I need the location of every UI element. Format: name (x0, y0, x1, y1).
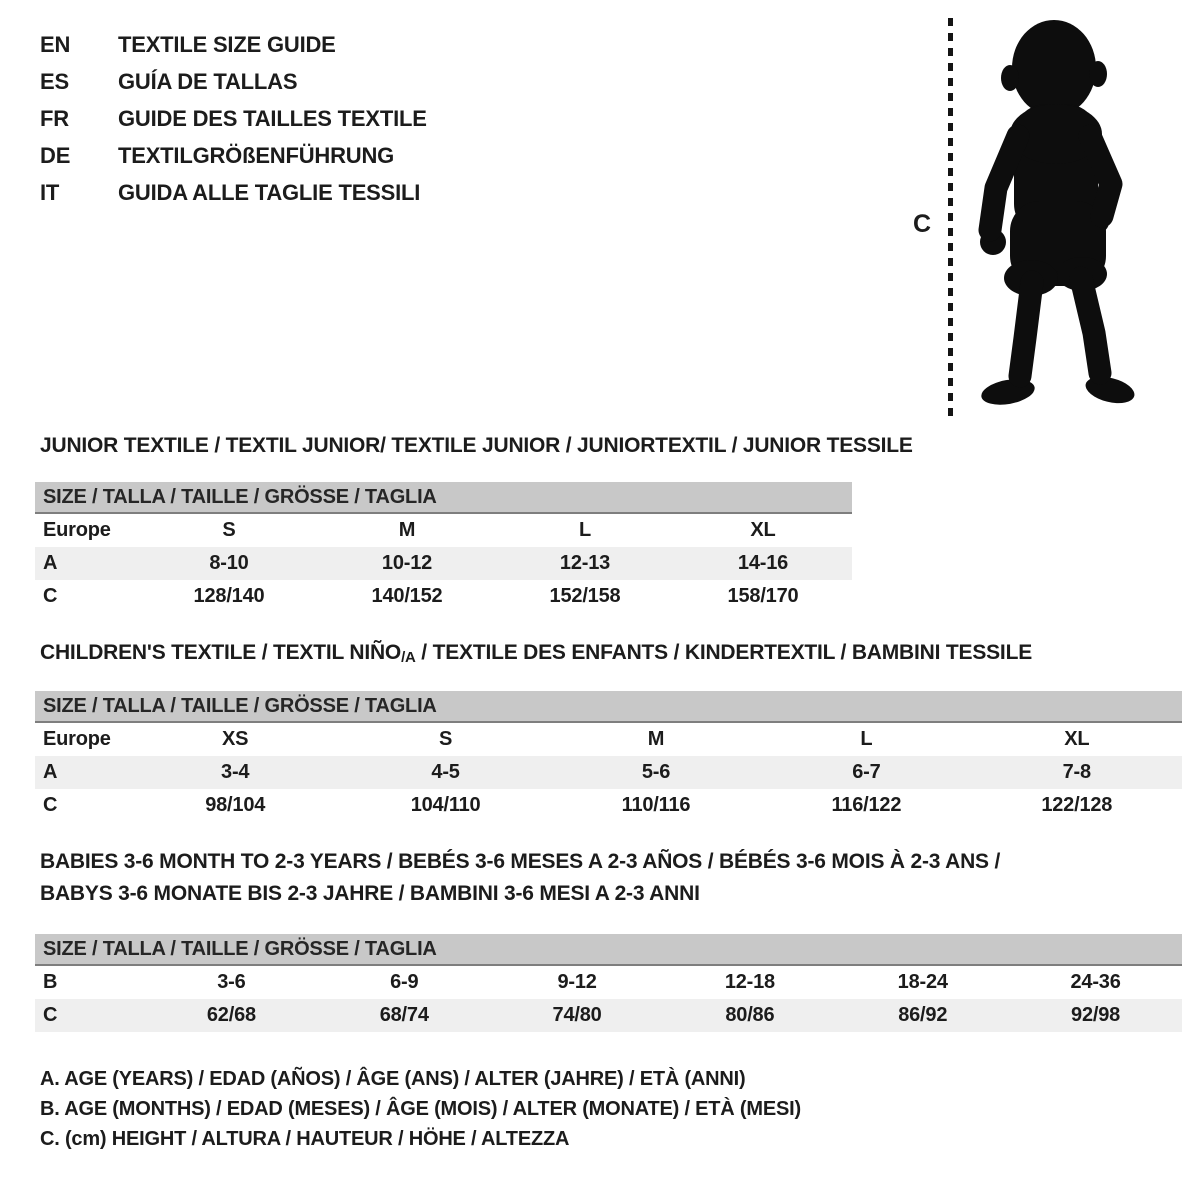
children-title-post: / TEXTILE DES ENFANTS / KINDERTEXTIL / BAMBINI TESSILE (415, 641, 1033, 664)
table-cell: 104/110 (410, 794, 481, 816)
table-row (35, 789, 1182, 822)
lang-title: GUIDE DES TAILLES TEXTILE (118, 105, 427, 131)
table-row (35, 547, 852, 580)
lang-row-de (40, 137, 427, 174)
table-cell: 18-24 (897, 971, 948, 993)
table-cell: 122/128 (1041, 794, 1113, 816)
junior-textile-section (35, 434, 913, 613)
row-label: Europe (43, 519, 111, 541)
table-cell: 24-36 (1070, 971, 1121, 993)
table-cell: M (647, 728, 665, 750)
lang-row-en (40, 26, 427, 63)
table-cell: 7-8 (1062, 761, 1091, 783)
language-title-list (40, 26, 427, 211)
table-cell: XL (750, 519, 776, 541)
table-cell: L (860, 728, 873, 750)
table-cell: 3-4 (221, 761, 250, 783)
table-row (35, 999, 1182, 1032)
height-measure-label: C (913, 210, 931, 238)
toddler-silhouette-icon (968, 16, 1144, 418)
junior-size-bar: SIZE / TALLA / TAILLE / GRÖSSE / TAGLIA (35, 482, 852, 514)
height-measure-figure (880, 12, 1190, 426)
babies-title-line2: BABYS 3-6 MONATE BIS 2-3 JAHRE / BAMBINI 3-6 MESI A 2-3 ANNI (40, 882, 700, 905)
lang-title: GUÍA DE TALLAS (118, 68, 298, 94)
children-size-table (35, 723, 1182, 822)
table-cell: L (578, 519, 592, 541)
lang-title: GUIDA ALLE TAGLIE TESSILI (118, 179, 421, 205)
lang-code: IT (40, 179, 60, 205)
table-cell: 5-6 (641, 761, 671, 783)
table-cell: S (439, 728, 453, 750)
children-title-sub: /A (401, 649, 416, 666)
lang-title: TEXTILGRÖßENFÜHRUNG (118, 142, 395, 168)
babies-title-line1: BABIES 3-6 MONTH TO 2-3 YEARS / BEBÉS 3-6 MESES A 2-3 AÑOS / BÉBÉS 3-6 MOIS À 2-3 ANS / (40, 850, 1001, 873)
table-row (35, 756, 1182, 789)
table-cell: 116/122 (831, 794, 902, 816)
row-label: C (43, 1004, 58, 1026)
table-row (35, 580, 852, 613)
table-cell: 9-12 (557, 971, 597, 993)
children-textile-section (35, 641, 1182, 822)
table-cell: 158/170 (727, 585, 799, 607)
footnote-c: C. (cm) HEIGHT / ALTURA / HAUTEUR / HÖHE / ALTEZZA (40, 1128, 570, 1150)
table-cell: 86/92 (898, 1004, 948, 1026)
lang-row-es (40, 63, 427, 100)
table-cell: 14-16 (737, 552, 789, 574)
table-cell: 140/152 (371, 585, 443, 607)
table-cell: 3-6 (217, 971, 246, 993)
row-label: B (43, 971, 58, 993)
lang-code: ES (40, 68, 69, 94)
children-title-pre: CHILDREN'S TEXTILE / TEXTIL NIÑO (40, 641, 402, 664)
lang-row-it (40, 174, 427, 211)
footnote-a: A. AGE (YEARS) / EDAD (AÑOS) / ÂGE (ANS) / ALTER (JAHRE) / ETÀ (ANNI) (40, 1068, 746, 1090)
table-cell: 6-9 (390, 971, 419, 993)
table-cell: 92/98 (1071, 1004, 1121, 1026)
table-row (35, 723, 1182, 756)
table-cell: 12-13 (559, 552, 611, 574)
row-label: Europe (43, 728, 111, 750)
table-cell: 128/140 (193, 585, 265, 607)
table-cell: 80/86 (725, 1004, 775, 1026)
table-cell: XL (1064, 728, 1090, 750)
footnote-b: B. AGE (MONTHS) / EDAD (MESES) / ÂGE (MOIS) / ALTER (MONATE) / ETÀ (MESI) (40, 1098, 801, 1120)
table-cell: S (222, 519, 236, 541)
table-row (35, 966, 1182, 999)
table-cell: 8-10 (209, 552, 249, 574)
lang-code: EN (40, 31, 71, 57)
footnotes (40, 1064, 801, 1154)
junior-size-table (35, 514, 852, 613)
babies-size-table (35, 966, 1182, 1032)
row-label: A (43, 552, 58, 574)
table-cell: 152/158 (549, 585, 621, 607)
table-cell: 74/80 (552, 1004, 602, 1026)
children-size-bar: SIZE / TALLA / TAILLE / GRÖSSE / TAGLIA (35, 691, 1182, 723)
row-label: A (43, 761, 58, 783)
table-cell: M (398, 519, 416, 541)
table-cell: 68/74 (379, 1004, 429, 1026)
table-cell: 10-12 (381, 552, 433, 574)
table-cell: 62/68 (206, 1004, 256, 1026)
table-row (35, 514, 852, 547)
children-section-title (40, 641, 1182, 667)
lang-title: TEXTILE SIZE GUIDE (118, 31, 336, 57)
junior-section-title: JUNIOR TEXTILE / TEXTIL JUNIOR/ TEXTILE JUNIOR / JUNIORTEXTIL / JUNIOR TESSILE (40, 434, 913, 457)
babies-textile-section (35, 846, 1182, 1032)
babies-size-bar: SIZE / TALLA / TAILLE / GRÖSSE / TAGLIA (35, 934, 1182, 966)
row-label: C (43, 585, 58, 607)
table-cell: 98/104 (205, 794, 266, 816)
table-cell: 6-7 (852, 761, 881, 783)
table-cell: 4-5 (431, 761, 460, 783)
table-cell: 110/116 (621, 794, 691, 816)
row-label: C (43, 794, 58, 816)
table-cell: XS (222, 728, 249, 750)
height-measure-dashed-line (948, 18, 953, 420)
lang-row-fr (40, 100, 427, 137)
babies-section-title (40, 846, 1182, 910)
lang-code: FR (40, 105, 69, 131)
lang-code: DE (40, 142, 71, 168)
table-cell: 12-18 (724, 971, 775, 993)
